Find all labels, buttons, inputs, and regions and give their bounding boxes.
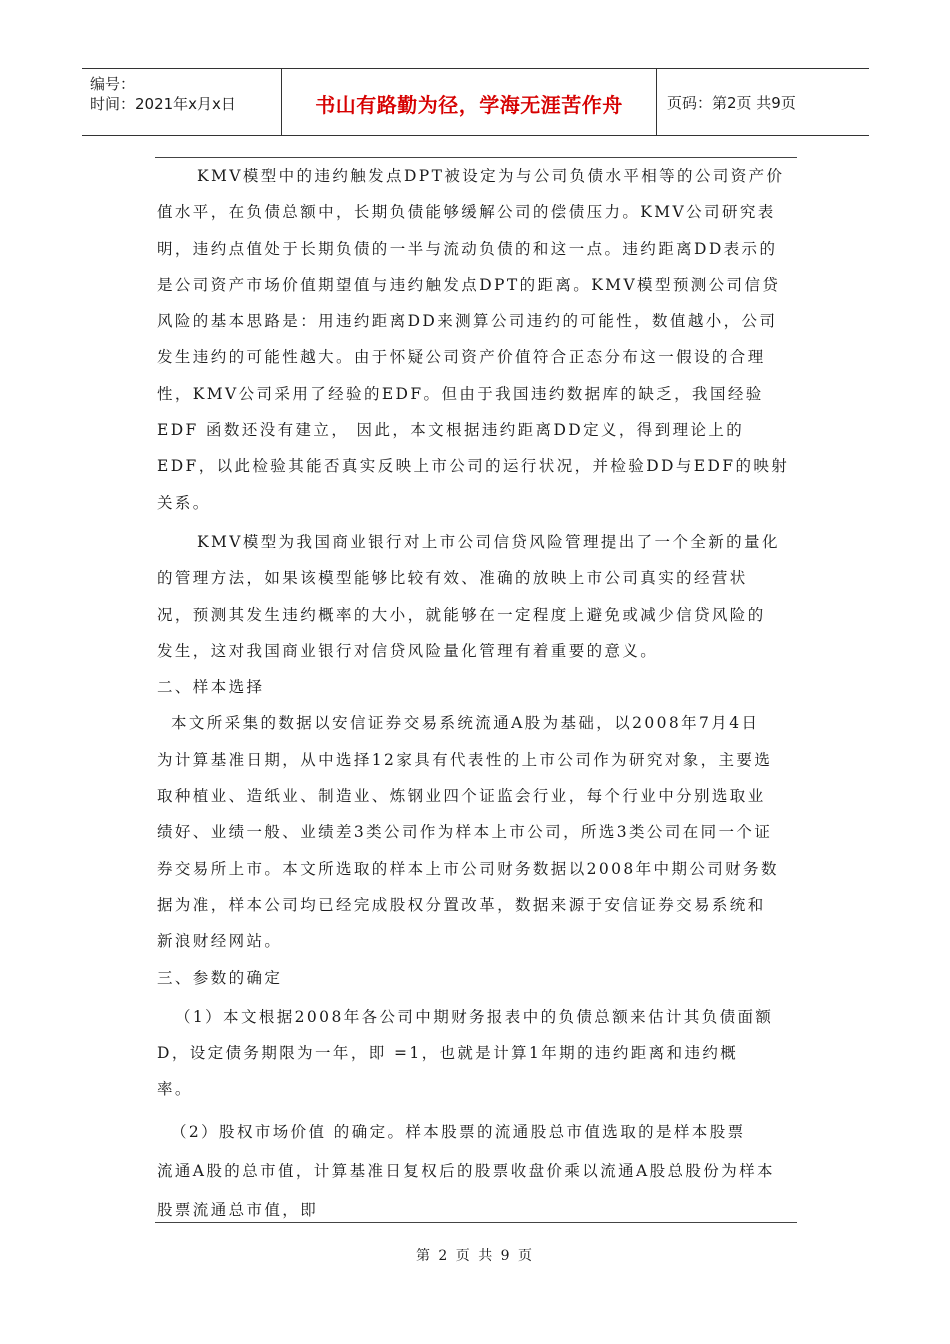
time-label: 时间：2021年x月x日 <box>90 95 236 113</box>
paragraph-line: KMV模型为我国商业银行对上市公司信贷风险管理提出了一个全新的量化 <box>197 532 780 551</box>
paragraph-line: 股票流通总市值，即 <box>157 1201 319 1220</box>
page-footer: 第 2 页 共 9 页 <box>415 1248 535 1264</box>
paragraph-line: D，设定债务期限为一年，即 =1，也就是计算1年期的违约距离和违约概 <box>157 1044 739 1063</box>
paragraph-line: 发生违约的可能性越大。由于怀疑公司资产价值符合正态分布这一假设的合理 <box>157 348 766 367</box>
motto: 书山有路勤为径，学海无涯苦作舟 <box>282 69 657 135</box>
bottom-divider <box>155 1222 797 1223</box>
document-body <box>157 158 802 1229</box>
paragraph-line: 是公司资产市场价值期望值与违约触发点DPT的距离。KMV模型预测公司信贷 <box>157 275 781 294</box>
paragraph-line: 值水平，在负债总额中，长期负债能够缓解公司的偿债压力。KMV公司研究表 <box>157 203 776 222</box>
paragraph-line: 券交易所上市。本文所选取的样本上市公司财务数据以2008年中期公司财务数 <box>157 859 779 878</box>
paragraph-line: 率。 <box>157 1080 193 1099</box>
section-heading-params: 三、参数的确定 <box>157 968 283 987</box>
paragraph-line: 绩好、业绩一般、业绩差3类公司作为样本上市公司，所选3类公司在同一个证 <box>157 823 773 842</box>
paragraph-line: 况，预测其发生违约概率的大小，就能够在一定程度上避免或减少信贷风险的 <box>157 605 766 624</box>
paragraph-line: （2）股权市场价值 的确定。样本股票的流通股总市值选取的是样本股票 <box>171 1122 746 1141</box>
paragraph-line: 性，KMV公司采用了经验的EDF。但由于我国违约数据库的缺乏，我国经验 <box>157 384 764 403</box>
paragraph-line: 发生，这对我国商业银行对信贷风险量化管理有着重要的意义。 <box>157 641 659 660</box>
paragraph-line: 流通A股的总市值，计算基准日复权后的股票收盘价乘以流通A股总股份为样本 <box>157 1162 775 1181</box>
paragraph-line: EDF，以此检验其能否真实反映上市公司的运行状况，并检验DD与EDF的映射 <box>157 457 790 476</box>
serial-label: 编号： <box>90 75 136 93</box>
page-header <box>82 68 869 136</box>
paragraph-line: EDF 函数还没有建立， 因此，本文根据违约距离DD定义，得到理论上的 <box>157 421 745 440</box>
paragraph-line: 明，违约点值处于长期负债的一半与流动负债的和这一点。违约距离DD表示的 <box>157 239 778 258</box>
paragraph-line: 取种植业、造纸业、制造业、炼钢业四个证监会行业，每个行业中分别选取业 <box>157 787 766 806</box>
page-info: 页码：第2页 共9页 <box>667 93 796 112</box>
section-heading-sample: 二、样本选择 <box>157 678 265 697</box>
paragraph-line: （1）本文根据2008年各公司中期财务报表中的负债总额来估计其负债面额 <box>175 1007 774 1026</box>
paragraph-line: 新浪财经网站。 <box>157 932 283 951</box>
paragraph-line: 本文所采集的数据以安信证券交易系统流通A股为基础，以2008年7月4日 <box>171 714 760 733</box>
paragraph-line: 的管理方法，如果该模型能够比较有效、准确的放映上市公司真实的经营状 <box>157 569 748 588</box>
header-meta <box>82 69 282 135</box>
paragraph-line: 关系。 <box>157 493 211 512</box>
paragraph-line: 风险的基本思路是：用违约距离DD来测算公司违约的可能性，数值越小，公司 <box>157 312 778 331</box>
paragraph-line: 为计算基准日期，从中选择12家具有代表性的上市公司作为研究对象，主要选 <box>157 750 773 769</box>
paragraph-line: 据为准，样本公司均已经完成股权分置改革，数据来源于安信证券交易系统和 <box>157 895 766 914</box>
paragraph-line: KMV模型中的违约触发点DPT被设定为与公司负债水平相等的公司资产价 <box>197 167 785 185</box>
